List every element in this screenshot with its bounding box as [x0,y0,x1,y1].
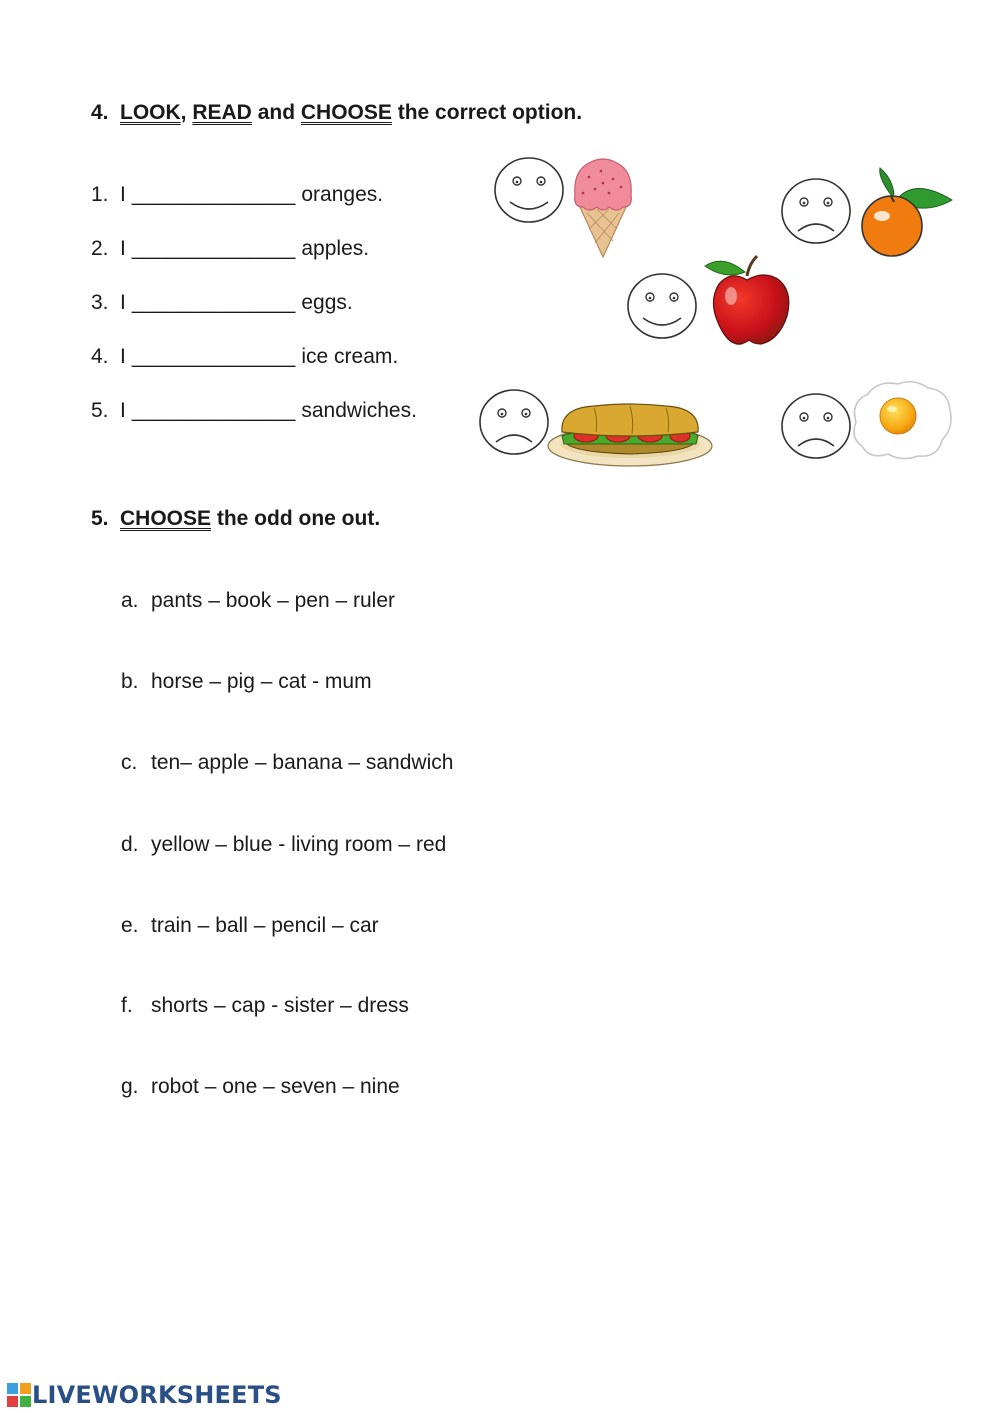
item-text[interactable]: yellow – blue - living room – red [151,833,447,856]
item-object: ice cream. [301,345,399,368]
heading-word-choose: CHOOSE [120,507,212,530]
item-object: apples. [301,237,370,260]
exercise-4-item [91,399,417,423]
odd-one-out-item [121,589,395,613]
apple-icon [703,254,791,348]
ice-cream-icon [569,155,637,259]
heading-word-read: READ [192,101,252,124]
item-subject: I [120,399,126,422]
item-number: 2. [91,237,109,260]
odd-one-out-item [121,670,372,694]
odd-one-out-item [121,994,409,1018]
exercise-4-heading [91,101,582,125]
answer-blank[interactable]: ______________ [131,237,296,260]
heading-separator: , [180,101,193,124]
orange-icon [858,166,954,260]
exercise-4-item [91,291,353,315]
item-subject: I [120,291,126,314]
item-subject: I [120,183,126,206]
item-text[interactable]: robot – one – seven – nine [151,1075,400,1098]
exercise-5-number: 5. [91,507,109,530]
item-text[interactable]: shorts – cap - sister – dress [151,994,409,1017]
sad-face-icon [780,392,852,460]
happy-face-icon [493,156,565,224]
item-subject: I [120,345,126,368]
item-text[interactable]: pants – book – pen – ruler [151,589,396,612]
item-number: 4. [91,345,109,368]
item-letter: g. [121,1075,139,1098]
item-object: eggs. [301,291,353,314]
exercise-4-number: 4. [91,101,109,124]
odd-one-out-item [121,1075,400,1099]
sad-face-icon [780,177,852,245]
item-letter: b. [121,670,139,693]
liveworksheets-logo-icon [6,1382,32,1408]
item-letter: f. [121,994,133,1017]
answer-blank[interactable]: ______________ [131,291,296,314]
heading-word-look: LOOK [120,101,181,124]
footer-brand [6,1380,282,1410]
odd-one-out-item [121,833,446,857]
fried-egg-icon [848,378,954,462]
heading-and: and [251,101,301,124]
odd-one-out-item [121,914,379,938]
heading-word-choose: CHOOSE [300,101,392,124]
item-text[interactable]: train – ball – pencil – car [151,914,379,937]
item-number: 1. [91,183,109,206]
item-number: 3. [91,291,109,314]
exercise-4-item [91,345,398,369]
answer-blank[interactable]: ______________ [131,183,296,206]
odd-one-out-item [121,751,453,775]
heading-rest: the odd one out. [211,507,381,530]
item-number: 5. [91,399,109,422]
sandwich-icon [546,402,714,470]
heading-rest: the correct option. [391,101,583,124]
sad-face-icon [478,388,550,456]
item-text[interactable]: ten– apple – banana – sandwich [151,751,454,774]
exercise-4-item [91,183,383,207]
happy-face-icon [626,272,698,340]
item-object: oranges. [301,183,384,206]
item-object: sandwiches. [301,399,417,422]
item-letter: c. [121,751,138,774]
item-letter: e. [121,914,139,937]
exercise-5-heading [91,507,380,531]
answer-blank[interactable]: ______________ [131,399,296,422]
item-letter: d. [121,833,139,856]
item-subject: I [120,237,126,260]
brand-name: LIVEWORKSHEETS [32,1381,282,1409]
item-letter: a. [121,589,139,612]
answer-blank[interactable]: ______________ [131,345,296,368]
exercise-4-item [91,237,369,261]
item-text[interactable]: horse – pig – cat - mum [151,670,372,693]
